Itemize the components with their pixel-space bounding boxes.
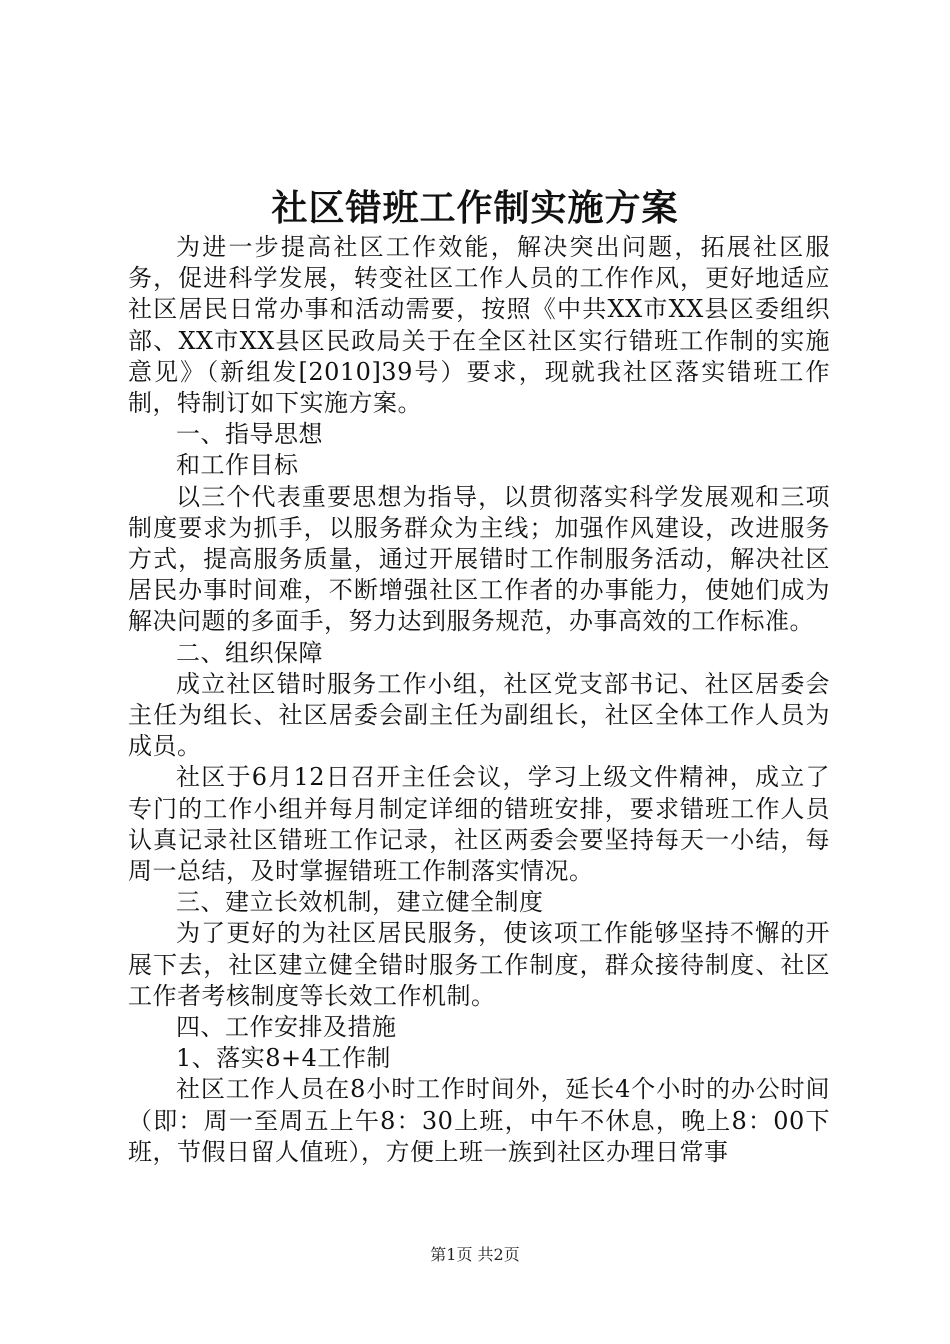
heading-section-1-continued: 和工作目标 xyxy=(176,451,299,480)
paragraph-mechanism: 为了更好的为社区居民服务，使该项工作能够坚持不懈的开展下去，社区建立健全错时服务工作制度，群众接待制度、社区工作者考核制度等长效工作机制。 xyxy=(128,919,830,1010)
paragraph-guiding-ideology: 以三个代表重要思想为指导，以贯彻落实科学发展观和三项制度要求为抓手，以服务群众为主线；加强作风建设，改进服务方式，提高服务质量，通过开展错时工作制服务活动，解决社区居民办事时间难，不断增强社区工作者的办事能力，使她们成为解决问题的多面手，努力达到服务规范，办事高效的工作标准。 xyxy=(128,482,830,636)
paragraph-intro: 为进一步提高社区工作效能，解决突出问题，拓展社区服务，促进科学发展，转变社区工作人员的工作作风，更好地适应社区居民日常办事和活动需要，按照《中共XX市XX县区委组织部、XX市XX县区民政局关于在全区社区实行错班工作制的实施意见》（新组发[2010]39号）要求，现就我社区落实错班工作制，特制订如下实施方案。 xyxy=(128,233,830,418)
document-body xyxy=(128,232,830,1168)
document-title: 社区错班工作制实施方案 xyxy=(271,187,679,229)
paragraph-meeting: 社区于6月12日召开主任会议，学习上级文件精神，成立了专门的工作小组并每月制定详细的错班安排，要求错班工作人员认真记录社区错班工作记录，社区两委会要坚持每天一小结，每周一总结，及时掌握错班工作制落实情况。 xyxy=(128,763,830,886)
heading-section-4: 四、工作安排及措施 xyxy=(176,1013,397,1042)
paragraph-organization: 成立社区错时服务工作小组，社区党支部书记、社区居委会主任为组长、社区居委会副主任为副组长，社区全体工作人员为成员。 xyxy=(128,669,830,761)
heading-section-3: 三、建立长效机制，建立健全制度 xyxy=(176,888,544,917)
heading-subsection-4-1: 1、落实8+4工作制 xyxy=(176,1044,391,1073)
page-footer: 第1页 共2页 xyxy=(430,1245,520,1264)
paragraph-work-hours: 社区工作人员在8小时工作时间外，延长4个小时的办公时间（即：周一至周五上午8：30上班，中午不休息，晚上8：00下班，节假日留人值班），方便上班一族到社区办理日常事 xyxy=(128,1075,830,1166)
heading-section-1: 一、指导思想 xyxy=(176,420,323,449)
heading-section-2: 二、组织保障 xyxy=(176,638,323,667)
